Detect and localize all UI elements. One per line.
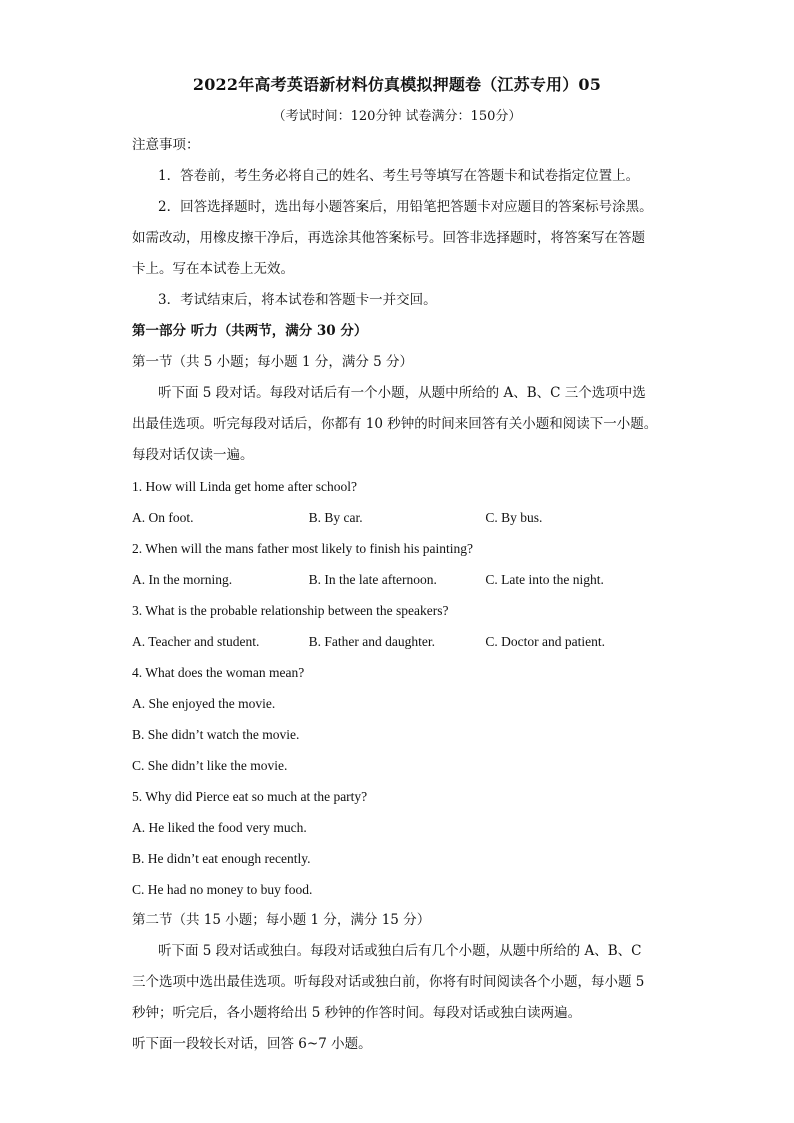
options-row — [132, 626, 662, 657]
note-item: 2．回答选择题时，选出每小题答案后，用铅笔把答题卡对应题目的答案标号涂黑。 — [158, 199, 653, 215]
option-a: A. Teacher and student. — [132, 634, 260, 649]
option-b: B. In the late afternoon. — [308, 572, 437, 587]
question-1: 1. How will Linda get home after school? — [132, 479, 357, 494]
note-item: 如需改动，用橡皮擦干净后，再选涂其他答案标号。回答非选择题时，将答案写在答题 — [132, 230, 645, 246]
part1-heading: 第一部分 听力（共两节，满分 30 分） — [132, 323, 368, 339]
options-row — [132, 502, 662, 533]
option-c: C. By bus. — [485, 510, 543, 525]
option-b: B. Father and daughter. — [308, 634, 436, 649]
section1-instruction: 出最佳选项。听完每段对话后，你都有 10 秒钟的时间来回答有关小题和阅读下一小题。 — [132, 416, 658, 432]
option-c: C. He had no money to buy food. — [132, 882, 313, 897]
exam-subtitle: （考试时间：120分钟 试卷满分：150分） — [272, 109, 522, 124]
question-4: 4. What does the woman mean? — [132, 665, 305, 680]
note-item: 1．答卷前，考生务必将自己的姓名、考生号等填写在答题卡和试卷指定位置上。 — [158, 168, 640, 184]
option-c: C. Doctor and patient. — [485, 634, 605, 649]
section2-sub: 听下面一段较长对话，回答 6~7 小题。 — [132, 1036, 372, 1052]
section2-heading: 第二节（共 15 小题；每小题 1 分，满分 15 分） — [132, 912, 431, 928]
section2-instruction: 听下面 5 段对话或独白。每段对话或独白后有几个小题，从题中所给的 A、B、C — [158, 943, 642, 959]
section2-instruction: 秒钟；听完后，各小题将给出 5 秒钟的作答时间。每段对话或独白读两遍。 — [132, 1005, 582, 1021]
section1-heading: 第一节（共 5 小题；每小题 1 分，满分 5 分） — [132, 354, 414, 370]
option-b: B. He didn’t eat enough recently. — [132, 851, 311, 866]
note-item: 卡上。写在本试卷上无效。 — [132, 261, 294, 277]
note-item: 3．考试结束后，将本试卷和答题卡一并交回。 — [158, 292, 437, 308]
option-b: B. She didn’t watch the movie. — [132, 727, 300, 742]
option-a: A. She enjoyed the movie. — [132, 696, 276, 711]
option-a: A. He liked the food very much. — [132, 820, 307, 835]
exam-title: 2022年高考英语新材料仿真模拟押题卷（江苏专用）05 — [192, 75, 602, 94]
section1-instruction: 每段对话仅读一遍。 — [132, 447, 254, 463]
question-5: 5. Why did Pierce eat so much at the party? — [132, 789, 368, 804]
option-c: C. She didn’t like the movie. — [132, 758, 288, 773]
notes-heading: 注意事项： — [132, 137, 200, 153]
question-3: 3. What is the probable relationship between the speakers? — [132, 603, 449, 618]
option-b: B. By car. — [308, 510, 363, 525]
option-c: C. Late into the night. — [485, 572, 604, 587]
section1-instruction: 听下面 5 段对话。每段对话后有一个小题，从题中所给的 A、B、C 三个选项中选 — [158, 385, 646, 401]
section2-instruction: 三个选项中选出最佳选项。听每段对话或独白前，你将有时间阅读各个小题，每小题 5 — [132, 974, 645, 990]
options-row — [132, 564, 662, 595]
option-a: A. In the morning. — [132, 572, 233, 587]
option-a: A. On foot. — [132, 510, 194, 525]
question-2: 2. When will the mans father most likely to finish his painting? — [132, 541, 473, 556]
